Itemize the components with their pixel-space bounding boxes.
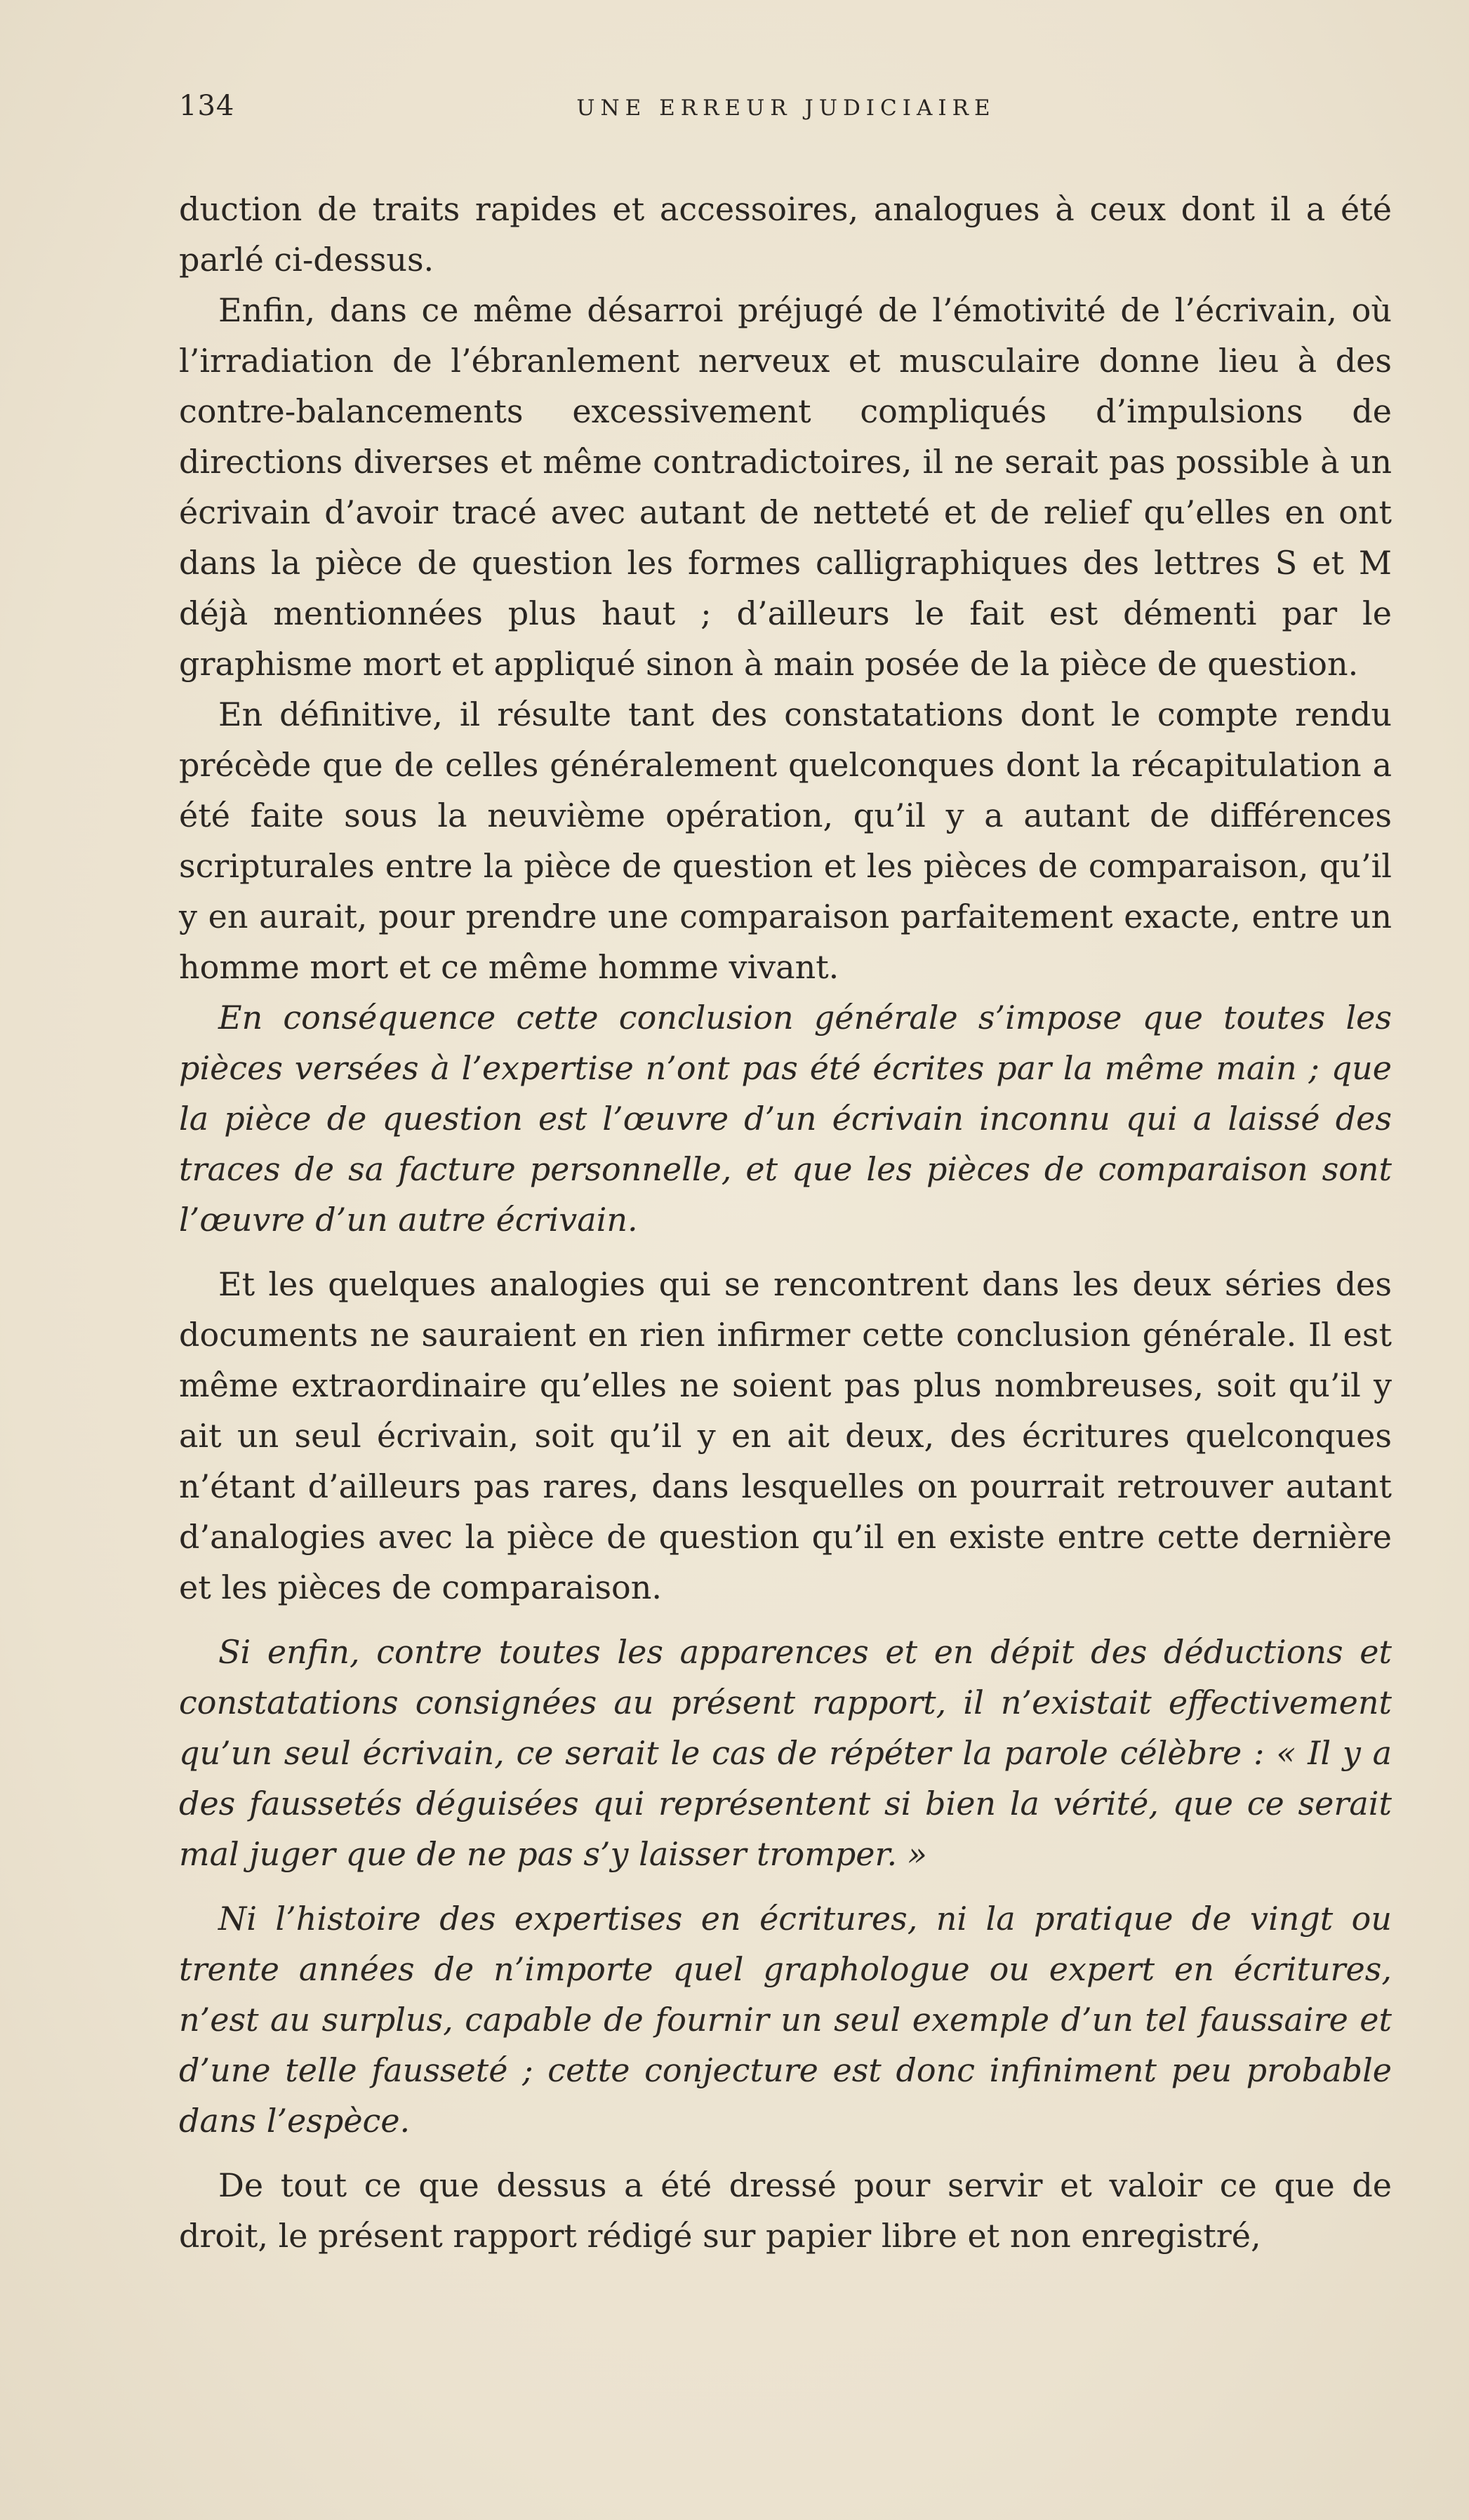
running-title: UNE ERREUR JUDICIAIRE	[576, 95, 996, 121]
paragraph-conclusion: En conséquence cette conclusion générale s’impose que toutes les pièces versées à l’expertise n’ont pas été écrites par la même main ; que la pièce de question est l’œuvre d’un écrivain inconnu qui a laissé des traces de sa facture personnelle, et que les pièces de comparaison sont l’œuvre d’un autre écrivain.	[179, 999, 1392, 1239]
paragraph-analogies: Et les quelques analogies qui se rencontrent dans les deux séries des documents ne sauraient en rien infirmer cette conclusion générale. Il est même extraordinaire qu’elles ne soient pas plus nombreuses, soit qu’il y ait un seul écrivain, soit qu’il y en ait deux, des écritures quelconques n’étant d’ailleurs pas rares, dans lesquelles on pourrait retrouver autant d’analogies avec la pièce de question qu’il en existe entre cette dernière et les pièces de comparaison.	[179, 1265, 1392, 1606]
paragraph-de-tout: De tout ce que dessus a été dressé pour servir et valoir ce que de droit, le présent rapport rédigé sur papier libre et non enregistré,	[179, 2166, 1392, 2255]
paragraph-histoire-expertises: Ni l’histoire des expertises en écritures, ni la pratique de vingt ou trente années de n’importe quel graphologue ou expert en écritures, n’est au surplus, capable de fournir un seul exemple d’un tel faussaire et d’une telle fausseté ; cette conjecture est donc infiniment peu probable dans l’espèce.	[179, 1900, 1392, 2140]
page-number: 134	[179, 90, 235, 122]
paragraph-en-definitive: En définitive, il résulte tant des constatations dont le compte rendu précède que de celles généralement quelconques dont la récapitulation a été faite sous la neuvième opération, qu’il y a autant de différences scripturales entre la pièce de question et les pièces de comparaison, qu’il y en aurait, pour prendre une comparaison parfaitement exacte, entre un homme mort et ce même homme vivant.	[179, 695, 1392, 986]
paragraph-continuation: duction de traits rapides et accessoires, analogues à ceux dont il a été parlé ci-dessus.	[179, 190, 1392, 279]
paragraph-si-enfin: Si enfin, contre toutes les apparences et en dépit des déductions et constatations consignées au présent rapport, il n’existait effectivement qu’un seul écrivain, ce serait le cas de répéter la parole célèbre : « Il y a des faussetés déguisées qui représentent si bien la vérité, que ce serait mal juger que de ne pas s’y laisser tromper. »	[179, 1633, 1392, 1873]
paragraph-enfin: Enfin, dans ce même désarroi préjugé de l’émotivité de l’écrivain, où l’irradiation de l’ébranlement nerveux et musculaire donne lieu à des contre-balancements excessivement compliqués d’impulsions de directions diverses et même contradictoires, il ne serait pas possible à un écrivain d’avoir tracé avec autant de netteté et de relief qu’elles en ont dans la pièce de question les formes calligraphiques des lettres S et M déjà mentionnées plus haut ; d’ailleurs le fait est démenti par le graphisme mort et appliqué sinon à main posée de la pièce de question.	[179, 291, 1392, 683]
page-header	[179, 90, 1393, 139]
body-text	[179, 184, 1392, 2261]
